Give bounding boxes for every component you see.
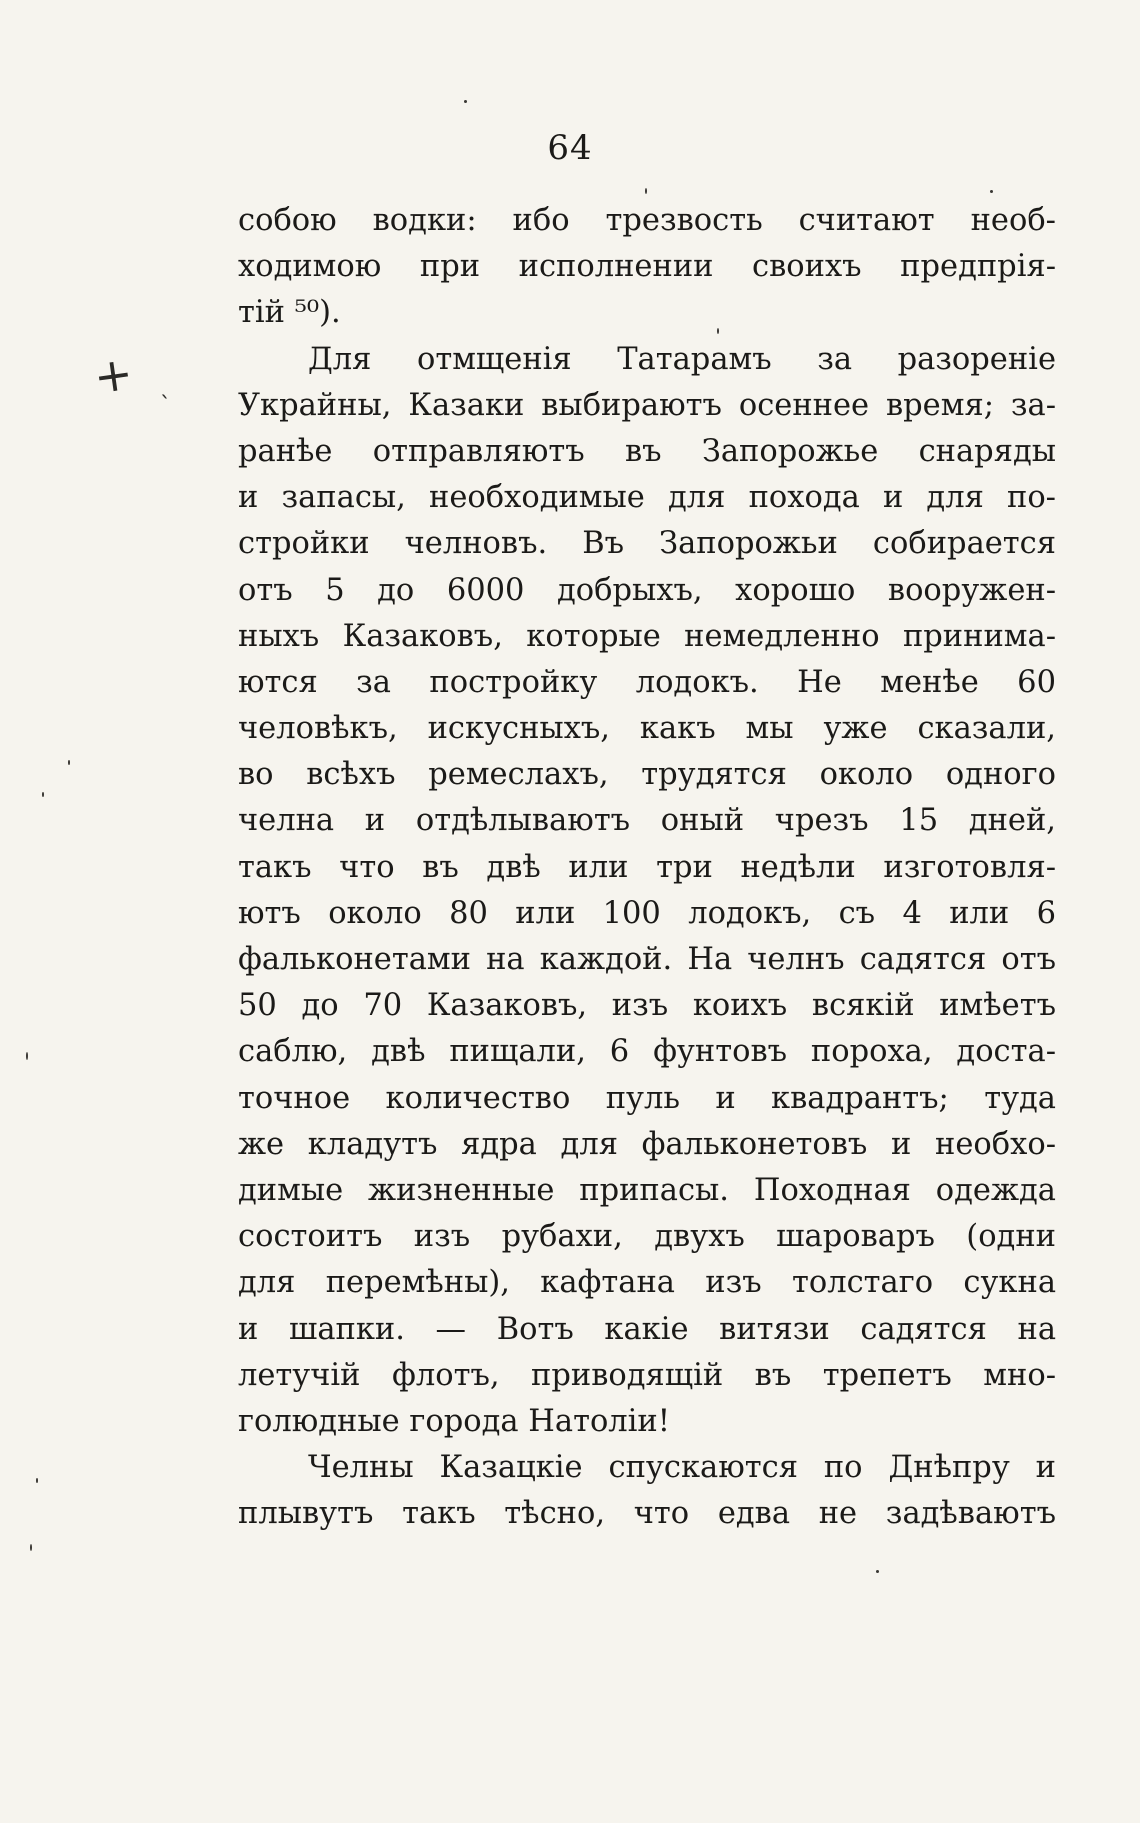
page-number: 64: [547, 128, 593, 168]
text-line: отъ 5 до 6000 добрыхъ, хорошо вооружен-: [238, 572, 1056, 608]
text-line: человѣкъ, искусныхъ, какъ мы уже сказали,: [238, 711, 1056, 747]
ink-speck: [30, 1544, 32, 1551]
text-line: же кладутъ ядра для фальконетовъ и необхо-: [238, 1126, 1056, 1162]
text-line: саблю, двѣ пищали, 6 фунтовъ пороха, доста-: [238, 1034, 1056, 1070]
ink-speck: [26, 1052, 28, 1060]
text-line: ныхъ Казаковъ, которые немедленно принима-: [238, 618, 1056, 654]
ink-speck: [876, 1570, 879, 1573]
text-line: такъ что въ двѣ или три недѣли изготовля-: [238, 849, 1056, 885]
margin-tick-mark: ˎ: [160, 374, 171, 399]
text-line: ются за постройку лодокъ. Не менѣе 60: [238, 664, 1056, 700]
ink-speck: [42, 792, 44, 797]
ink-speck: [68, 760, 70, 765]
text-line: Для отмщенія Татарамъ за разореніе: [308, 341, 1056, 377]
margin-cross-mark: +: [90, 345, 137, 405]
text-line: голюдные города Натоліи!: [238, 1403, 671, 1439]
text-line: ютъ около 80 или 100 лодокъ, съ 4 или 6: [238, 895, 1056, 931]
text-line: и шапки. — Вотъ какіе витязи садятся на: [238, 1311, 1056, 1347]
text-line: Украйны, Казаки выбираютъ осеннее время; за-: [238, 387, 1056, 423]
text-line: плывутъ такъ тѣсно, что едва не задѣваютъ: [238, 1496, 1056, 1532]
text-line: состоитъ изъ рубахи, двухъ шароваръ (одни: [238, 1219, 1056, 1255]
text-line: 50 до 70 Казаковъ, изъ коихъ всякій имѣетъ: [238, 988, 1056, 1024]
ink-speck: [645, 188, 647, 194]
ink-speck: [990, 190, 993, 193]
text-line: летучій флотъ, приводящій въ трепетъ мно-: [238, 1357, 1056, 1393]
text-line: димые жизненные припасы. Походная одежда: [238, 1172, 1056, 1208]
text-line: точное количество пуль и квадрантъ; туда: [238, 1080, 1056, 1116]
text-line: и запасы, необходимые для похода и для по-: [238, 480, 1056, 516]
body-text: [238, 198, 1056, 1537]
ink-speck: [36, 1478, 38, 1483]
ink-speck: [464, 100, 467, 103]
text-line: челна и отдѣлываютъ оный чрезъ 15 дней,: [238, 803, 1056, 839]
text-line: для перемѣны), кафтана изъ толстаго сукна: [238, 1265, 1056, 1301]
text-line: ранѣе отправляютъ въ Запорожье снаряды: [238, 433, 1056, 469]
text-line: тій ⁵⁰).: [238, 295, 341, 331]
text-line: ходимою при исполнении своихъ предпрія-: [238, 249, 1056, 285]
text-line: собою водки: ибо трезвость считают необ-: [238, 203, 1056, 238]
text-line: фальконетами на каждой. На челнъ садятся отъ: [238, 942, 1056, 977]
text-line: во всѣхъ ремеслахъ, трудятся около одного: [238, 757, 1056, 793]
text-line: стройки челновъ. Въ Запорожьи собирается: [238, 526, 1056, 562]
text-line: Челны Казацкіе спускаются по Днѣпру и: [308, 1450, 1056, 1486]
